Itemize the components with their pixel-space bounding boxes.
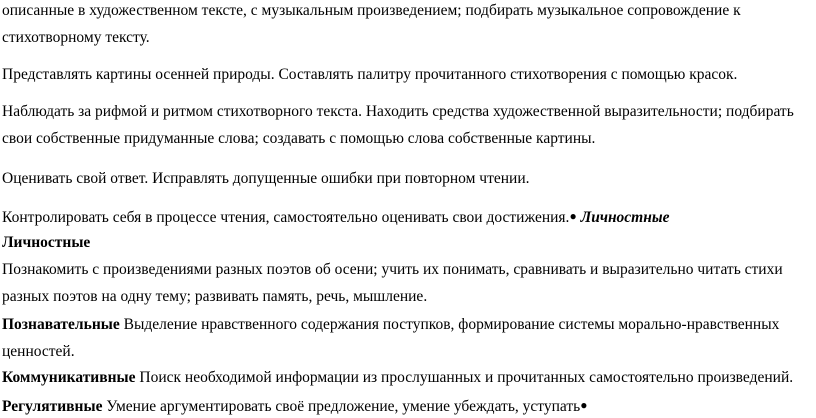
paragraph-text: Поиск необходимой информации из прослушанных и прочитанных самостоятельно произведений. — [135, 369, 794, 386]
paragraph-line — [2, 205, 669, 229]
paragraph-line: Представлять картины осенней природы. Составлять палитру прочитанного стихотворения с помощью красок. — [2, 66, 738, 83]
paragraph-line: Познакомить с произведениями разных поэтов об осени; учить их понимать, сравнивать и выразительно читать стихи — [2, 261, 783, 278]
section-heading-personal: Личностные — [2, 234, 91, 251]
paragraph-line: Наблюдать за рифмой и ритмом стихотворного текста. Находить средства художественной выразительности; подбирать — [2, 103, 794, 120]
paragraph-line — [2, 367, 793, 389]
section-heading-personal: Личностные — [576, 209, 670, 226]
paragraph-line: свои собственные придуманные слова; создавать с помощью слова собственные картины. — [2, 130, 596, 147]
paragraph-line: Оценивать свой ответ. Исправлять допущенные ошибки при повторном чтении. — [2, 170, 530, 187]
paragraph-line: стихотворному тексту. — [2, 29, 150, 46]
paragraph-text: Выделение нравственного содержания поступков, формирование системы морально-нравственных — [119, 316, 780, 333]
paragraph-line: описанные в художественном тексте, с музыкальным произведением; подбирать музыкальное сопровождение к — [2, 2, 741, 19]
paragraph-text: Умение аргументировать своё предложение, умение убеждать, уступать — [102, 398, 581, 415]
paragraph-line: разных поэтов на одну тему; развивать память, речь, мышление. — [2, 288, 428, 305]
paragraph-line — [2, 314, 779, 336]
section-heading-cognitive: Познавательные — [2, 316, 120, 333]
paragraph-text: Контролировать себя в процессе чтения, самостоятельно оценивать свои достижения. — [2, 209, 570, 226]
section-heading-regulative: Регулятивные — [2, 398, 103, 415]
bullet-icon: ● — [569, 209, 577, 223]
paragraph-line — [2, 394, 587, 418]
paragraph-line: ценностей. — [2, 343, 75, 360]
section-heading-communicative: Коммуникативные — [2, 369, 136, 386]
bullet-icon: ● — [580, 398, 588, 412]
